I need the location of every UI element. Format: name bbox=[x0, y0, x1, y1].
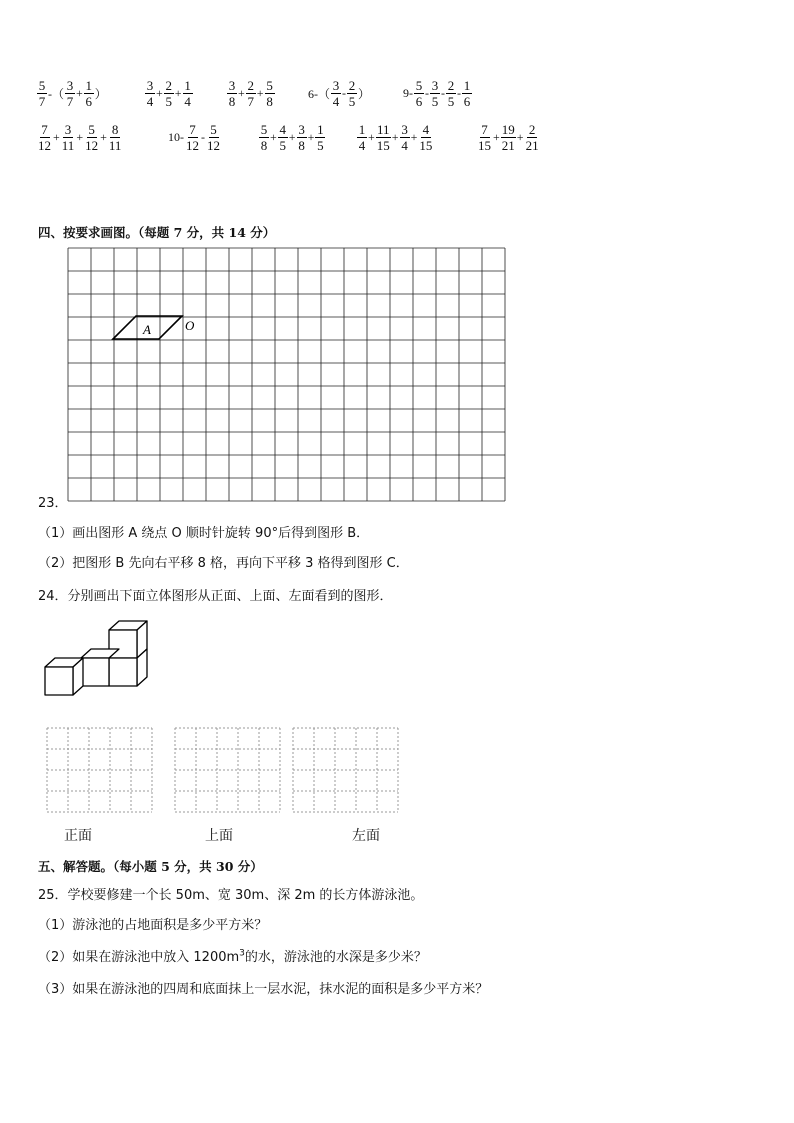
fraction bbox=[83, 122, 100, 153]
expr-1-4 bbox=[308, 78, 370, 109]
fraction bbox=[429, 78, 441, 109]
fraction bbox=[330, 78, 342, 109]
numerator: 4 bbox=[279, 122, 287, 137]
fraction bbox=[83, 78, 95, 109]
expr-2-4 bbox=[356, 122, 434, 153]
fraction bbox=[277, 122, 289, 153]
fraction bbox=[417, 122, 434, 153]
denominator: 5 bbox=[279, 138, 287, 153]
numerator: 3 bbox=[146, 78, 154, 93]
q25-part-3: （3）如果在游泳池的四周和底面抹上一层水泥，抹水泥的面积是多少平方米？ bbox=[38, 982, 489, 997]
fraction bbox=[296, 122, 308, 153]
fraction bbox=[314, 122, 326, 153]
expr-2-1 bbox=[36, 122, 123, 153]
numerator: 7 bbox=[481, 122, 488, 137]
denominator: 6 bbox=[85, 94, 93, 109]
top-view-label: 上面 bbox=[205, 828, 233, 844]
numerator: 5 bbox=[260, 122, 268, 137]
fraction bbox=[36, 78, 48, 109]
fraction bbox=[524, 122, 541, 153]
expr-1-2 bbox=[144, 78, 194, 109]
operator: + bbox=[391, 130, 399, 144]
denominator: 5 bbox=[348, 94, 356, 109]
numerator: 3 bbox=[298, 122, 305, 137]
numerator: 5 bbox=[415, 78, 423, 93]
operator: + bbox=[174, 86, 182, 100]
fraction bbox=[182, 78, 194, 109]
q23-part-1: （1）画出图形 A 绕点 O 顺时针旋转 90°后得到图形 B． bbox=[38, 526, 370, 541]
denominator: 8 bbox=[298, 138, 305, 153]
operator: + bbox=[410, 130, 418, 144]
numerator: 1 bbox=[463, 78, 471, 93]
numerator: 19 bbox=[501, 122, 515, 137]
denominator: 8 bbox=[228, 94, 236, 109]
denominator: 12 bbox=[207, 138, 220, 153]
fraction bbox=[245, 78, 257, 109]
operator: 9- bbox=[403, 86, 413, 100]
fraction bbox=[476, 122, 493, 153]
fraction bbox=[64, 78, 76, 109]
numerator: 5 bbox=[266, 78, 273, 93]
denominator: 6 bbox=[415, 94, 423, 109]
top-view-grid[interactable] bbox=[174, 727, 284, 815]
front-view-label: 正面 bbox=[64, 828, 92, 844]
operator: - bbox=[441, 86, 445, 100]
denominator: 4 bbox=[401, 138, 408, 153]
expr-2-3 bbox=[258, 122, 326, 153]
numerator: 7 bbox=[189, 122, 196, 137]
operator: ） bbox=[94, 87, 107, 101]
operator: 6-（ bbox=[308, 87, 330, 101]
numerator: 3 bbox=[431, 78, 439, 93]
numerator: 3 bbox=[228, 78, 236, 93]
operator: + bbox=[156, 86, 163, 100]
denominator: 7 bbox=[38, 94, 46, 109]
left-view-grid[interactable] bbox=[292, 727, 402, 815]
denominator: 8 bbox=[260, 138, 268, 153]
operator: - bbox=[425, 86, 429, 100]
front-view-grid[interactable] bbox=[46, 727, 156, 815]
numerator: 11 bbox=[377, 122, 390, 137]
left-view-label: 左面 bbox=[352, 828, 380, 844]
operator: + bbox=[307, 130, 315, 144]
operator: - bbox=[201, 130, 205, 144]
operator: - bbox=[457, 86, 461, 100]
denominator: 12 bbox=[85, 138, 99, 153]
numerator: 2 bbox=[247, 78, 255, 93]
fraction bbox=[500, 122, 517, 153]
shape-a-label: A bbox=[143, 322, 151, 337]
denominator: 6 bbox=[463, 94, 471, 109]
q25-part-1: （1）游泳池的占地面积是多少平方米？ bbox=[38, 918, 268, 933]
numerator: 3 bbox=[401, 122, 408, 137]
denominator: 11 bbox=[108, 138, 122, 153]
operator: + bbox=[288, 130, 296, 144]
operator: -（ bbox=[48, 87, 64, 101]
q24-text: 24．分别画出下面立体图形从正面、上面、左面看到的图形． bbox=[38, 589, 393, 604]
numerator: 2 bbox=[528, 122, 536, 137]
numerator: 1 bbox=[184, 78, 191, 93]
fraction bbox=[144, 78, 156, 109]
numerator: 5 bbox=[38, 78, 46, 93]
numerator: 3 bbox=[64, 122, 72, 137]
denominator: 11 bbox=[61, 138, 75, 153]
numerator: 2 bbox=[447, 78, 455, 93]
operator: + bbox=[238, 86, 245, 100]
fraction bbox=[413, 78, 425, 109]
operator: + bbox=[493, 130, 500, 144]
expr-1-3 bbox=[226, 78, 276, 109]
fraction bbox=[184, 122, 201, 153]
fraction bbox=[399, 122, 411, 153]
denominator: 8 bbox=[266, 94, 273, 109]
denominator: 4 bbox=[332, 94, 340, 109]
fraction bbox=[461, 78, 473, 109]
numerator: 2 bbox=[348, 78, 356, 93]
expr-1-5 bbox=[403, 78, 473, 109]
operator: + bbox=[256, 86, 264, 100]
numerator: 5 bbox=[88, 122, 95, 137]
fraction bbox=[226, 78, 238, 109]
denominator: 4 bbox=[184, 94, 191, 109]
q23-part-2: （2）把图形 B 先向右平移 8 格，再向下平移 3 格得到图形 C． bbox=[38, 556, 409, 571]
denominator: 15 bbox=[478, 138, 491, 153]
fraction bbox=[36, 122, 53, 153]
fraction bbox=[107, 122, 124, 153]
operator: + bbox=[76, 86, 83, 100]
expr-2-5 bbox=[476, 122, 541, 153]
fraction bbox=[258, 122, 270, 153]
denominator: 12 bbox=[38, 138, 51, 153]
denominator: 5 bbox=[431, 94, 439, 109]
numerator: 1 bbox=[317, 122, 324, 137]
operator: ） bbox=[358, 87, 371, 101]
fraction bbox=[356, 122, 368, 153]
fraction bbox=[163, 78, 175, 109]
denominator: 5 bbox=[447, 94, 455, 109]
operator: + bbox=[100, 130, 107, 144]
denominator: 12 bbox=[186, 138, 199, 153]
expr-2-2 bbox=[168, 122, 222, 153]
denominator: 4 bbox=[146, 94, 154, 109]
denominator: 5 bbox=[165, 94, 173, 109]
fraction bbox=[346, 78, 358, 109]
numerator: 1 bbox=[85, 78, 93, 93]
fraction bbox=[445, 78, 457, 109]
expr-1-1 bbox=[36, 78, 107, 109]
section-5-heading: 五、解答题。（每小题 5 分，共 30 分） bbox=[38, 859, 263, 874]
operator: + bbox=[368, 130, 375, 144]
denominator: 4 bbox=[358, 138, 366, 153]
numerator: 7 bbox=[41, 122, 48, 137]
numerator: 2 bbox=[165, 78, 173, 93]
denominator: 7 bbox=[66, 94, 74, 109]
denominator: 21 bbox=[525, 138, 539, 153]
point-o-label: O bbox=[185, 318, 195, 333]
cube-figure bbox=[40, 618, 155, 698]
q25-text: 25．学校要修建一个长 50m、宽 30m、深 2m 的长方体游泳池。 bbox=[38, 888, 424, 903]
numerator: 1 bbox=[358, 122, 366, 137]
drawing-grid[interactable] bbox=[60, 240, 510, 510]
denominator: 15 bbox=[376, 138, 390, 153]
numerator: 4 bbox=[422, 122, 430, 137]
denominator: 5 bbox=[317, 138, 324, 153]
numerator: 8 bbox=[111, 122, 119, 137]
operator: - bbox=[342, 86, 346, 100]
fraction bbox=[60, 122, 77, 153]
q23-number: 23． bbox=[38, 496, 68, 511]
operator: + bbox=[53, 130, 60, 144]
fraction bbox=[375, 122, 392, 153]
operator: + bbox=[76, 130, 84, 144]
numerator: 3 bbox=[66, 78, 74, 93]
operator: 10- bbox=[168, 130, 184, 144]
fraction bbox=[264, 78, 276, 109]
denominator: 15 bbox=[419, 138, 433, 153]
q25-part-2: （2）如果在游泳池中放入 $1200m^3$的水，游泳池的水深是多少米？ bbox=[38, 948, 427, 965]
operator: + bbox=[270, 130, 277, 144]
operator: + bbox=[516, 130, 524, 144]
numerator: 3 bbox=[332, 78, 340, 93]
section-4-heading: 四、按要求画图。（每题 7 分，共 14 分） bbox=[38, 225, 276, 240]
denominator: 7 bbox=[247, 94, 255, 109]
fraction bbox=[205, 122, 222, 153]
numerator: 5 bbox=[210, 122, 217, 137]
denominator: 21 bbox=[501, 138, 515, 153]
